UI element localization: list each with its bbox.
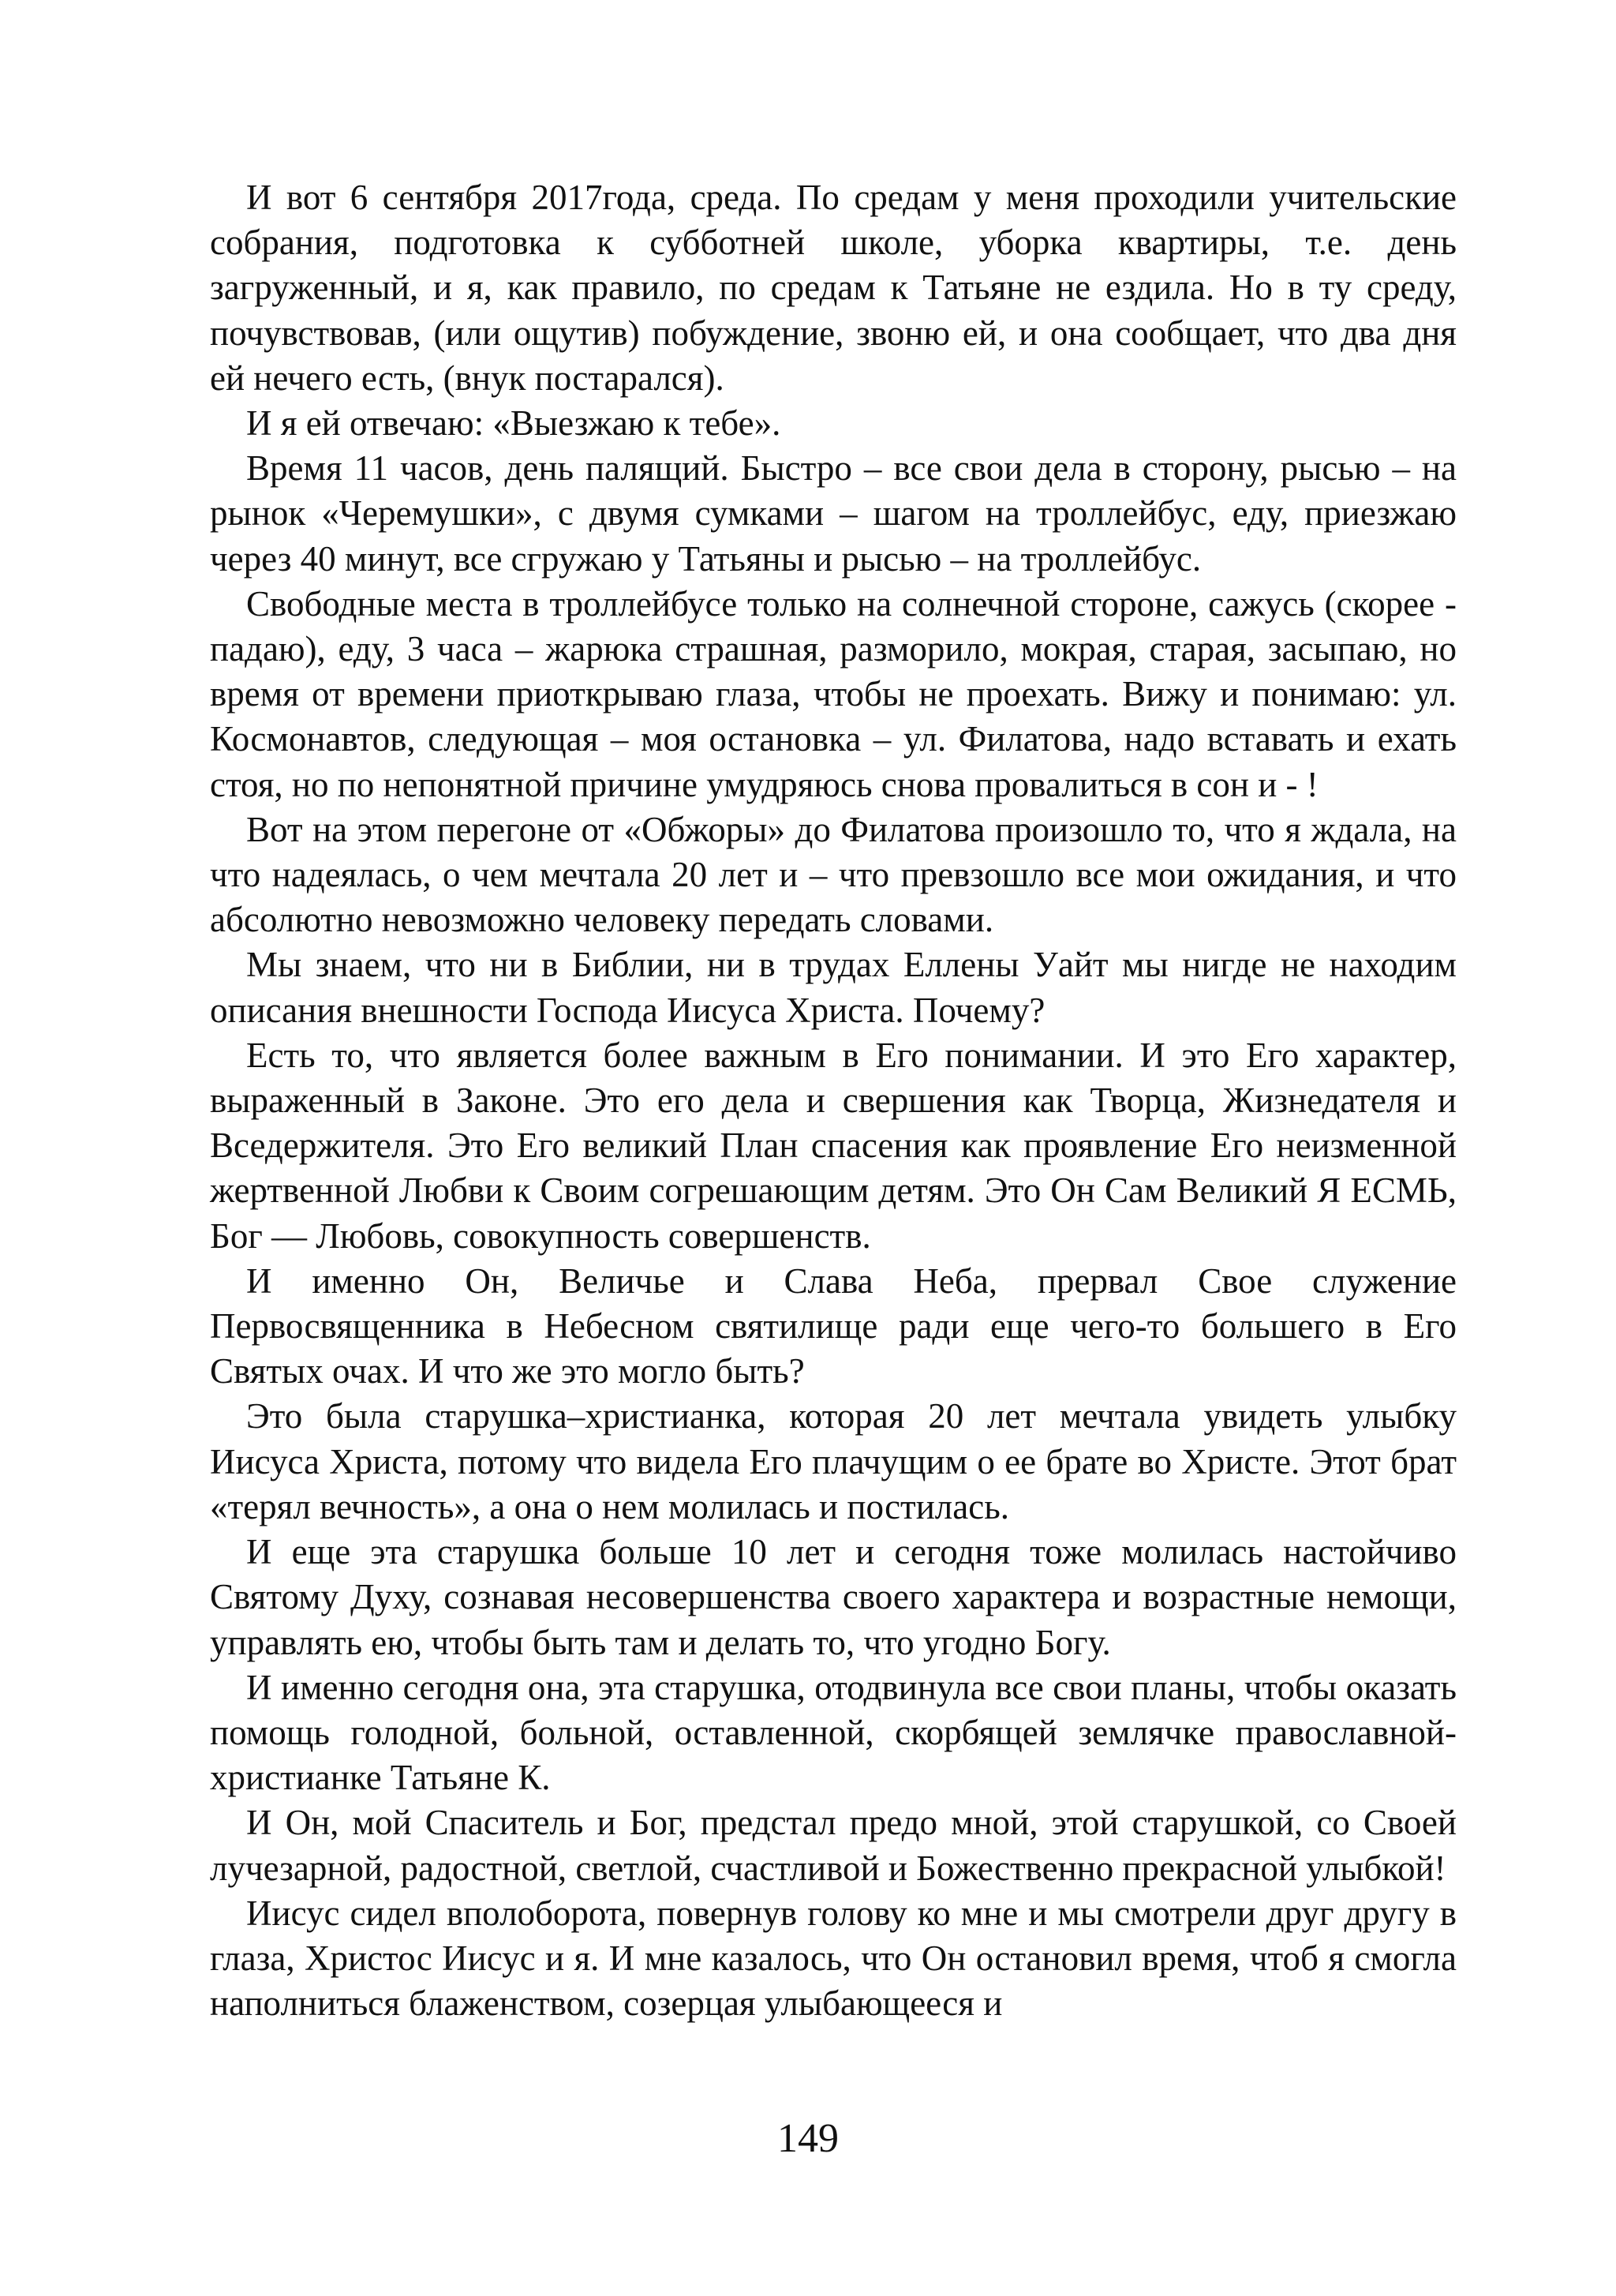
paragraph: Иисус сидел вполоборота, повернув голову ко мне и мы смотрели друг другу в глаза, Христос Иисус и я. И мне казалось, что Он остановил время, чтоб я смогла наполниться блаженством, созерцая улыбающееся и [210,1893,1457,2024]
paragraph: Время 11 часов, день палящий. Быстро – все свои дела в сторону, рысью – на рынок «Черемушки», с двумя сумками – шагом на троллейбус, еду, приезжаю через 40 минут, все сгружаю у Татьяны и рысью – на троллейбус. [210,448,1457,579]
paragraph: И Он, мой Спаситель и Бог, предстал предо мной, этой старушкой, со Своей лучезарной, радостной, светлой, счастливой и Божественно прекрасной улыбкой! [210,1803,1457,1888]
paragraph: И еще эта старушка больше 10 лет и сегодня тоже молилась настойчиво Святому Духу, сознавая несовершенства своего характера и возрастные немощи, управлять ею, чтобы быть там и делать то, что угодно Богу. [210,1532,1457,1662]
body-text [210,175,1457,2026]
paragraph: И я ей отвечаю: «Выезжаю к тебе». [246,403,781,444]
paragraph: Свободные места в троллейбусе только на солнечной стороне, сажусь (скорее - падаю), еду, 3 часа – жарюка страшная, разморило, мокрая, старая, засыпаю, но время от времени приоткрываю глаза, чтобы не проехать. Вижу и понимаю: ул. Космонавтов, следующая – моя остановка – ул. Филатова, надо вставать и ехать стоя, но по непонятной причине умудряюсь снова провалиться в сон и - ! [210,583,1457,804]
paragraph: Мы знаем, что ни в Библии, ни в трудах Еллены Уайт мы нигде не находим описания внешности Господа Иисуса Христа. Почему? [210,945,1457,1030]
paragraph: Есть то, что является более важным в Его понимании. И это Его характер, выраженный в Законе. Это его дела и свершения как Творца, Жизнедателя и Вседержителя. Это Его великий План спасения как проявление Его неизменной жертвенной Любви к Своим согрешающим детям. Это Он Сам Великий Я ЕСМЬ, Бог — Любовь, совокупность совершенств. [210,1035,1457,1256]
paragraph: И именно сегодня она, эта старушка, отодвинула все свои планы, чтобы оказать помощь голодной, больной, оставленной, скорбящей землячке православной-христианке Татьяне К. [210,1667,1457,1798]
paragraph: Вот на этом перегоне от «Обжоры» до Филатова произошло то, что я ждала, на что надеялась, о чем мечтала 20 лет и – что превзошло все мои ожидания, и что абсолютно невозможно человеку передать словами. [210,809,1457,940]
paragraph: И вот 6 сентября 2017года, среда. По средам у меня проходили учительские собрания, подготовка к субботней школе, уборка квартиры, т.е. день загруженный, и я, как правило, по средам к Татьяне не ездила. Но в ту среду, почувствовав, (или ощутив) побуждение, звоню ей, и она сообщает, что два дня ей нечего есть, (внук постарался). [210,178,1457,398]
paragraph: Это была старушка–христианка, которая 20 лет мечтала увидеть улыбку Иисуса Христа, потому что видела Его плачущим о ее брате во Христе. Этот брат «терял вечность», а она о нем молилась и постилась. [210,1396,1457,1526]
page-number: 149 [777,2116,839,2161]
paragraph: И именно Он, Величье и Слава Неба, прервал Свое служение Первосвященника в Небесном святилище ради еще чего-то большего в Его Святых очах. И что же это могло быть? [210,1260,1457,1391]
